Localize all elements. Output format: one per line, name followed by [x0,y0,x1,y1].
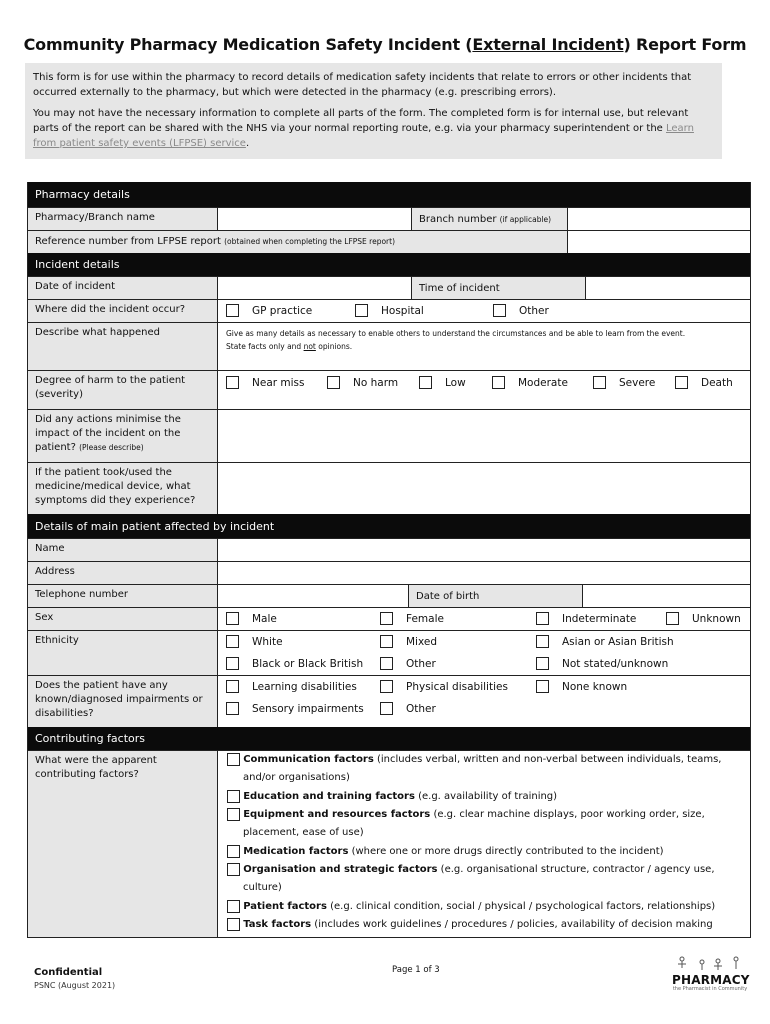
harm-death[interactable]: Death [675,376,733,389]
psnc-date: PSNC (August 2021) [34,981,116,990]
checkbox[interactable] [593,376,606,389]
confidential-label: Confidential [34,967,103,978]
branch-number-field[interactable] [568,208,750,230]
page-number: Page 1 of 3 [392,965,440,975]
checkbox[interactable] [355,304,368,317]
ethnicity-not-stated[interactable]: Not stated/unknown [536,657,668,670]
factor-medication[interactable]: Medication factors (where one or more drugs directly contributed to the incident) [227,843,727,861]
checkbox[interactable] [380,680,393,693]
impairment-learning[interactable]: Learning disabilities [226,680,357,693]
ethnicity-label: Ethnicity [28,631,218,675]
sex-female[interactable]: Female [380,612,444,625]
dob-field[interactable] [583,585,750,607]
contributing-label: What were the apparent contributing factors? [28,751,218,937]
address-label: Address [28,562,218,584]
logo-tagline: the Pharmacist in Community [672,986,748,992]
where-label: Where did the incident occur? [28,300,218,322]
time-label: Time of incident [411,277,586,299]
checkbox[interactable] [227,753,240,766]
report-form [27,182,751,938]
harm-no-harm[interactable]: No harm [327,376,398,389]
checkbox[interactable] [226,680,239,693]
checkbox[interactable] [492,376,505,389]
ethnicity-mixed[interactable]: Mixed [380,635,437,648]
checkbox[interactable] [536,680,549,693]
factor-communication[interactable]: Communication factors (includes verbal, written and non-verbal between individuals, teams, and/or organisations) [227,751,727,787]
minimise-field[interactable] [218,410,750,462]
checkbox[interactable] [380,657,393,670]
section-patient-details: Details of main patient affected by incident [28,514,750,538]
checkbox[interactable] [380,635,393,648]
checkbox[interactable] [227,808,240,821]
symptoms-label: If the patient took/used the medicine/medical device, what symptoms did they experience? [28,463,218,514]
ethnicity-black[interactable]: Black or Black British [226,657,363,670]
logo-figures-icon [672,953,748,973]
branch-number-label: Branch number (if applicable) [411,208,568,230]
name-label: Name [28,539,218,561]
reference-label: Reference number from LFPSE report (obtained when completing the LFPSE report) [28,231,568,253]
impairment-physical[interactable]: Physical disabilities [380,680,508,693]
section-incident-details: Incident details [28,253,750,276]
checkbox[interactable] [226,612,239,625]
harm-near-miss[interactable]: Near miss [226,376,305,389]
intro-box [25,63,722,159]
intro-paragraph-1: This form is for use within the pharmacy to record details of medication safety incidents that relate to errors or other incidents that occurred externally to the pharmacy, but which were detected in the pharmacy (e.g. prescribing errors). [33,72,692,98]
page-title: Community Pharmacy Medication Safety Incident (External Incident) Report Form [23,35,747,54]
dob-label: Date of birth [408,585,583,607]
sex-indeterminate[interactable]: Indeterminate [536,612,636,625]
lfpse-link[interactable]: Learn from patient safety events (LFPSE) service [33,123,694,149]
pharmacy-logo [672,953,748,993]
impairment-none[interactable]: None known [536,680,627,693]
describe-field[interactable]: Give as many details as necessary to enable others to understand the circumstances and be able to learn from the event. State facts only and not opinions. [226,329,686,351]
where-option-gp[interactable]: GP practice [226,304,312,317]
ethnicity-other[interactable]: Other [380,657,436,670]
name-field[interactable] [218,539,750,561]
logo-word: PHARMACY [672,973,750,987]
time-field[interactable] [586,277,750,299]
checkbox[interactable] [227,918,240,931]
branch-name-label: Pharmacy/Branch name [28,208,218,230]
impairment-sensory[interactable]: Sensory impairments [226,702,364,715]
checkbox[interactable] [536,657,549,670]
checkbox[interactable] [226,635,239,648]
sex-male[interactable]: Male [226,612,277,625]
checkbox[interactable] [536,612,549,625]
harm-label: Degree of harm to the patient (severity) [28,371,218,409]
checkbox[interactable] [380,702,393,715]
factor-patient[interactable]: Patient factors (e.g. clinical condition, social / physical / psychological factors, relationships) [227,898,727,916]
checkbox[interactable] [493,304,506,317]
factor-organisation[interactable]: Organisation and strategic factors (e.g. organisational structure, contractor / agency use, culture) [227,861,727,897]
checkbox[interactable] [226,304,239,317]
date-label: Date of incident [28,277,218,299]
telephone-label: Telephone number [28,585,218,607]
factor-task[interactable]: Task factors (includes work guidelines / procedures / policies, availability of decision making [227,916,727,934]
impairment-other[interactable]: Other [380,702,436,715]
factor-equipment[interactable]: Equipment and resources factors (e.g. clear machine displays, poor working order, size, placement, ease of use) [227,806,727,842]
reference-field[interactable] [568,231,750,253]
checkbox[interactable] [227,863,240,876]
where-option-hospital[interactable]: Hospital [355,304,424,317]
section-contributing-factors: Contributing factors [28,727,750,750]
harm-moderate[interactable]: Moderate [492,376,568,389]
checkbox[interactable] [227,845,240,858]
harm-severe[interactable]: Severe [593,376,655,389]
checkbox[interactable] [327,376,340,389]
describe-label: Describe what happened [28,323,218,370]
address-field[interactable] [218,562,750,584]
factor-education[interactable]: Education and training factors (e.g. availability of training) [227,788,727,806]
ethnicity-white[interactable]: White [226,635,283,648]
sex-label: Sex [28,608,218,630]
impairments-label: Does the patient have any known/diagnosed impairments or disabilities? [28,676,218,727]
checkbox[interactable] [666,612,679,625]
checkbox[interactable] [227,790,240,803]
checkbox[interactable] [419,376,432,389]
ethnicity-asian[interactable]: Asian or Asian British [536,635,674,648]
symptoms-field[interactable] [218,463,750,514]
section-pharmacy-details: Pharmacy details [28,182,750,207]
checkbox[interactable] [226,657,239,670]
harm-low[interactable]: Low [419,376,466,389]
intro-paragraph-2: You may not have the necessary information to complete all parts of the form. The completed form is for internal use, but relevant parts of the report can be shared with the NHS via your normal reporting route, e.g. via your pharmacy superintendent or the Learn from patient safety events (LFPSE) service. [33,108,694,149]
checkbox[interactable] [227,900,240,913]
checkbox[interactable] [226,376,239,389]
where-option-other[interactable]: Other [493,304,549,317]
minimise-label: Did any actions minimise the impact of the incident on the patient? (Please describe) [28,410,218,462]
checkbox[interactable] [380,612,393,625]
checkbox[interactable] [226,702,239,715]
sex-unknown[interactable]: Unknown [666,612,741,625]
checkbox[interactable] [536,635,549,648]
checkbox[interactable] [675,376,688,389]
